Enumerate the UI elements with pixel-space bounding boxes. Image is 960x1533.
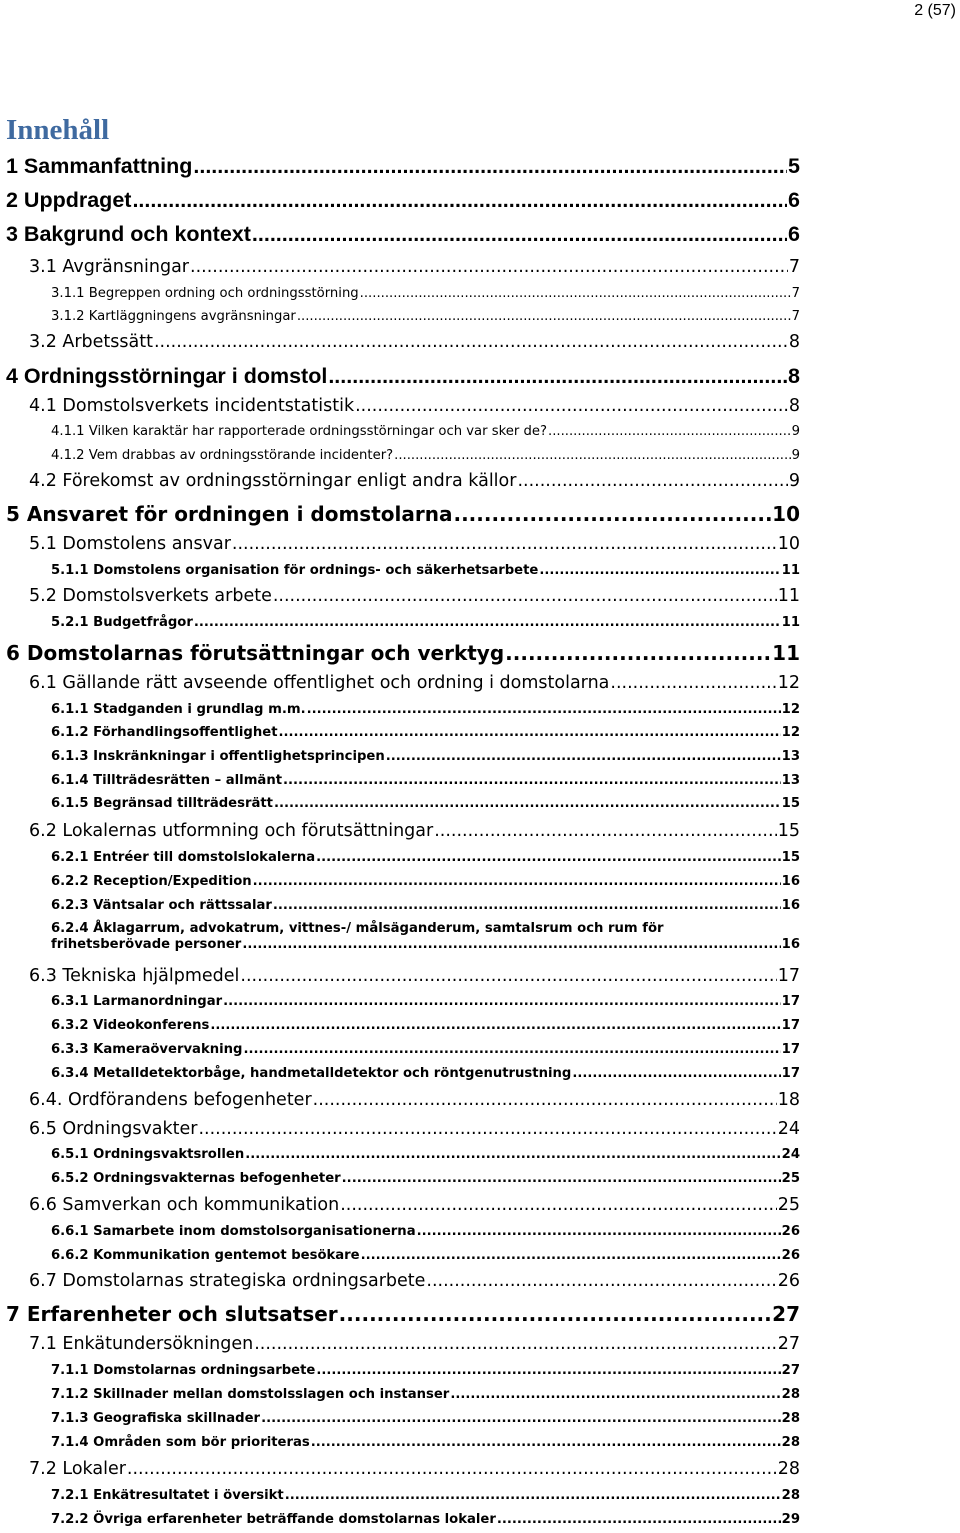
toc-entry[interactable]: 4.1.1 Vilken karaktär har rapporterade ordningsstörningar och var sker de? ..... 9 [51,424,800,439]
toc-entry[interactable]: 1 Sammanfattning ..... 5 [6,154,800,179]
toc-entry[interactable]: 5.2 Domstolsverkets arbete ..... 11 [29,586,800,606]
toc-entry[interactable]: 5.1.1 Domstolens organisation för ordnings- och säkerhetsarbete ..... 11 [51,563,800,578]
toc-entry[interactable]: 6.2.3 Väntsalar och rättssalar ..... 16 [51,898,800,913]
toc-entry[interactable]: 6.3.1 Larmanordningar ..... 17 [51,994,800,1009]
toc-entry-line1: 6.2.4 Åklagarrum, advokatrum, vittnes-/ målsäganderum, samtalsrum och rum för [51,921,664,936]
toc-entry[interactable]: 6.1.2 Förhandlingsoffentlighet ..... 12 [51,725,800,740]
toc-entry[interactable]: 3 Bakgrund och kontext ..... 6 [6,222,800,247]
toc-entry[interactable]: 6.2.2 Reception/Expedition ..... 16 [51,874,800,889]
toc-entry[interactable]: 6.5 Ordningsvakter ..... 24 [29,1119,800,1139]
toc-entry[interactable]: 6.2 Lokalernas utformning och förutsättningar ..... 15 [29,821,800,841]
toc-entry[interactable]: 6.5.1 Ordningsvaktsrollen ..... 24 [51,1147,800,1162]
toc-entry-line2: frihetsberövade personer ..... 16 [51,937,800,952]
page-number: 2 (57) [914,2,956,19]
toc-entry[interactable]: 5.2.1 Budgetfrågor ..... 11 [51,615,800,630]
toc-entry-wrapped[interactable] [51,921,801,952]
toc-entry[interactable]: 6.6.1 Samarbete inom domstolsorganisationerna ..... 26 [51,1224,800,1239]
toc-entry[interactable]: 4 Ordningsstörningar i domstol ..... 8 [6,364,800,389]
toc-entry[interactable]: 4.1.2 Vem drabbas av ordningsstörande incidenter? ..... 9 [51,448,800,463]
toc-entry[interactable]: 7.1.3 Geografiska skillnader ..... 28 [51,1411,800,1426]
toc-entry[interactable]: 7.1.1 Domstolarnas ordningsarbete ..... 27 [51,1363,800,1378]
toc-entry[interactable]: 6.3.2 Videokonferens ..... 17 [51,1018,800,1033]
toc-entry[interactable]: 6.4. Ordförandens befogenheter ..... 18 [29,1090,800,1110]
toc-entry[interactable]: 7.1 Enkätundersökningen ..... 27 [29,1334,800,1354]
toc-entry[interactable]: 6.1 Gällande rätt avseende offentlighet och ordning i domstolarna ..... 12 [29,673,800,693]
toc-entry[interactable]: 6.1.1 Stadganden i grundlag m.m. ..... 12 [51,702,800,717]
toc-entry[interactable]: 6.1.5 Begränsad tillträdesrätt ..... 15 [51,796,800,811]
toc-entry[interactable]: 3.1.2 Kartläggningens avgränsningar ..... 7 [51,309,800,324]
toc-entry[interactable]: 7.2.1 Enkätresultatet i översikt ..... 28 [51,1488,800,1503]
toc-entry[interactable]: 6.5.2 Ordningsvakternas befogenheter ..... 25 [51,1171,800,1186]
toc-entry[interactable]: 6.1.3 Inskränkningar i offentlighetsprincipen ..... 13 [51,749,800,764]
toc-entry[interactable]: 5 Ansvaret för ordningen i domstolarna ..... 10 [6,502,800,526]
toc-entry[interactable]: 4.2 Förekomst av ordningsstörningar enligt andra källor ..... 9 [29,471,800,491]
toc-entry[interactable]: 6.6 Samverkan och kommunikation ..... 25 [29,1195,800,1215]
toc-entry[interactable]: 7.1.4 Områden som bör prioriteras ..... 28 [51,1435,800,1450]
toc-entry[interactable]: 5.1 Domstolens ansvar ..... 10 [29,534,800,554]
toc-entry[interactable]: 3.1.1 Begreppen ordning och ordningsstörning ..... 7 [51,286,800,301]
toc-entry[interactable]: 7 Erfarenheter och slutsatser ..... 27 [6,1302,800,1326]
toc-entry[interactable]: 6.7 Domstolarnas strategiska ordningsarbete ..... 26 [29,1271,800,1291]
toc-entry[interactable]: 6.3 Tekniska hjälpmedel ..... 17 [29,966,800,986]
toc-entry[interactable]: 3.2 Arbetssätt ..... 8 [29,332,800,352]
toc-entry[interactable]: 7.2.2 Övriga erfarenheter beträffande domstolarnas lokaler ..... 29 [51,1512,800,1527]
toc-entry[interactable]: 6 Domstolarnas förutsättningar och verktyg ..... 11 [6,641,800,665]
toc-entry[interactable]: 6.3.3 Kameraövervakning ..... 17 [51,1042,800,1057]
toc-entry[interactable]: 6.6.2 Kommunikation gentemot besökare ..... 26 [51,1248,800,1263]
toc-entry[interactable]: 2 Uppdraget ..... 6 [6,188,800,213]
toc-entry[interactable]: 7.2 Lokaler ..... 28 [29,1459,800,1479]
toc-entry[interactable]: 6.1.4 Tillträdesrätten – allmänt ..... 13 [51,773,800,788]
toc-title: Innehåll [6,114,110,146]
toc-entry[interactable]: 7.1.2 Skillnader mellan domstolsslagen och instanser ..... 28 [51,1387,800,1402]
toc-entry[interactable]: 6.2.1 Entréer till domstolslokalerna ..... 15 [51,850,800,865]
toc-entry[interactable]: 3.1 Avgränsningar ..... 7 [29,257,800,277]
toc-entry[interactable]: 6.3.4 Metalldetektorbåge, handmetalldetektor och röntgenutrustning ..... 17 [51,1066,800,1081]
toc-entry[interactable]: 4.1 Domstolsverkets incidentstatistik ..... 8 [29,396,800,416]
